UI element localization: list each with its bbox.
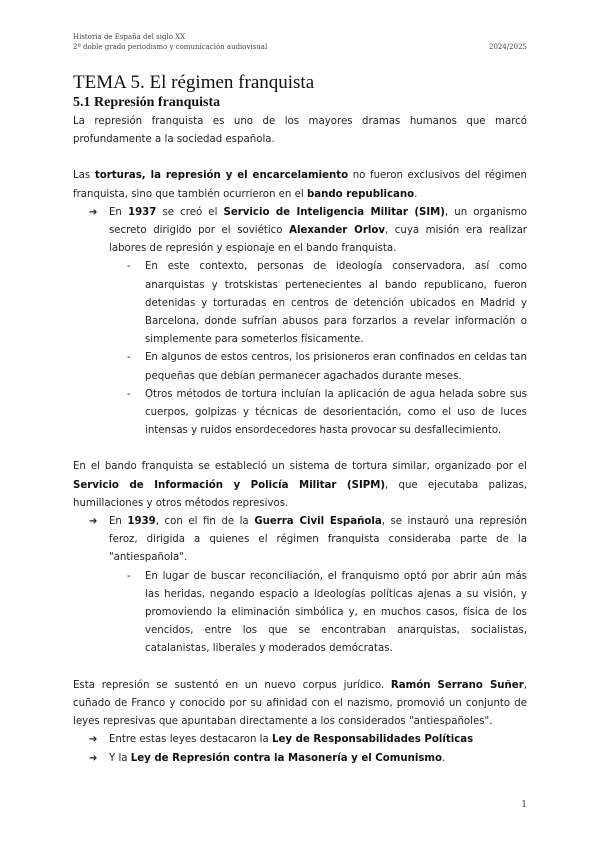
- header-degree: 2º doble grado periodismo y comunicación audiovisual: [73, 43, 268, 51]
- header-year: 2024/2025: [489, 43, 527, 51]
- dash-item: - Otros métodos de tortura incluían la aplicación de agua helada sobre sus cuerpos, golpizas y técnicas de desorientación, como el uso de luces intensas y ruidos ensordecedores hasta provocar su desfallecimiento.: [145, 386, 527, 441]
- paragraph-corpus-juridico: Esta represión se sustentó en un nuevo corpus jurídico. Ramón Serrano Suñer, cuñado de Franco y conocido por su afinidad con el nazismo, promovió un conjunto de leyes represivas que apuntaban directamente a los considerados "antiespañoles".: [73, 679, 527, 728]
- chapter-title: TEMA 5. El régimen franquista: [73, 72, 315, 93]
- arrow-item-sim: ➔ En 1937 se creó el Servicio de Inteligencia Militar (SIM), un organismo secreto dirigido por el soviético Alexander Orlov, cuya misión era realizar labores de represión y espionaje en el bando franquista. - En este contexto, personas de ideología conservadora, así como anarquistas y trotskistas pertenecientes al bando republicano, fueron detenidas y torturadas en centros de detención ubicados en Madrid y Barcelona, donde sufrían abusos para forzarlos a revelar información o simplemente para someterlos físicamente. - En algunos de estos centros, los prisioneros eran confinados en celdas tan pequeñas que debían permanecer agachados durante meses. - Otros métodos de tortura incluían la aplicación de agua helada sobre sus cuerpos, golpizas y técnicas de desorientación, como el uso de luces intensas y ruidos ensordecedores hasta provocar su desfallecimiento.: [109, 204, 527, 441]
- header-course: Historia de España del siglo XX: [73, 33, 186, 41]
- arrow-item-1939: ➔ En 1939, con el fin de la Guerra Civil Española, se instauró una represión feroz, dirigida a quienes el régimen franquista consideraba parte de la "antiespañola". - En lugar de buscar reconciliación, el franquismo optó por abrir aún más las heridas, negando espacio a ideologías políticas ajenas a su visión, y promoviendo la eliminación simbólica y, en muchos casos, física de los vencidos, entre los que se encontraban anarquistas, socialistas, catalanistas, liberales y moderados demócratas.: [109, 513, 527, 659]
- page-header: [73, 32, 527, 52]
- intro-paragraph: La represión franquista es uno de los mayores dramas humanos que marcó profundamente a la sociedad española.: [73, 116, 527, 146]
- arrow-list-sim: [73, 204, 527, 441]
- arrow-list-1939: [73, 513, 527, 659]
- dash-item: - En algunos de estos centros, los prisioneros eran confinados en celdas tan pequeñas que debían permanecer agachados durante meses.: [145, 349, 527, 385]
- arrow-item-ley-masoneria: ➔ Y la Ley de Represión contra la Masonería y el Comunismo.: [109, 750, 527, 768]
- page-number: 1: [521, 800, 527, 810]
- document-body: [73, 72, 527, 768]
- section-heading: 5.1 Represión franquista: [73, 95, 221, 110]
- dash-list-sim: [109, 258, 527, 440]
- paragraph-torturas: Las torturas, la represión y el encarcelamiento no fueron exclusivos del régimen franquista, sino que también ocurrieron en el bando republicano.: [73, 170, 527, 200]
- dash-item: - En este contexto, personas de ideología conservadora, así como anarquistas y trotskistas pertenecientes al bando republicano, fueron detenidas y torturadas en centros de detención ubicados en Madrid y Barcelona, donde sufrían abusos para forzarlos a revelar información o simplemente para someterlos físicamente.: [145, 258, 527, 349]
- paragraph-sipm: En el bando franquista se estableció un sistema de tortura similar, organizado por el Servicio de Información y Policía Militar (SIPM), que ejecutaba palizas, humillaciones y otros métodos represivos.: [73, 461, 527, 509]
- dash-list-1939: [109, 568, 527, 659]
- arrow-list-leyes: [73, 731, 527, 767]
- arrow-item-ley-responsabilidades: ➔ Entre estas leyes destacaron la Ley de Responsabilidades Políticas: [109, 731, 527, 749]
- dash-item: - En lugar de buscar reconciliación, el franquismo optó por abrir aún más las heridas, negando espacio a ideologías políticas ajenas a su visión, y promoviendo la eliminación simbólica y, en muchos casos, física de los vencidos, entre los que se encontraban anarquistas, socialistas, catalanistas, liberales y moderados demócratas.: [145, 568, 527, 659]
